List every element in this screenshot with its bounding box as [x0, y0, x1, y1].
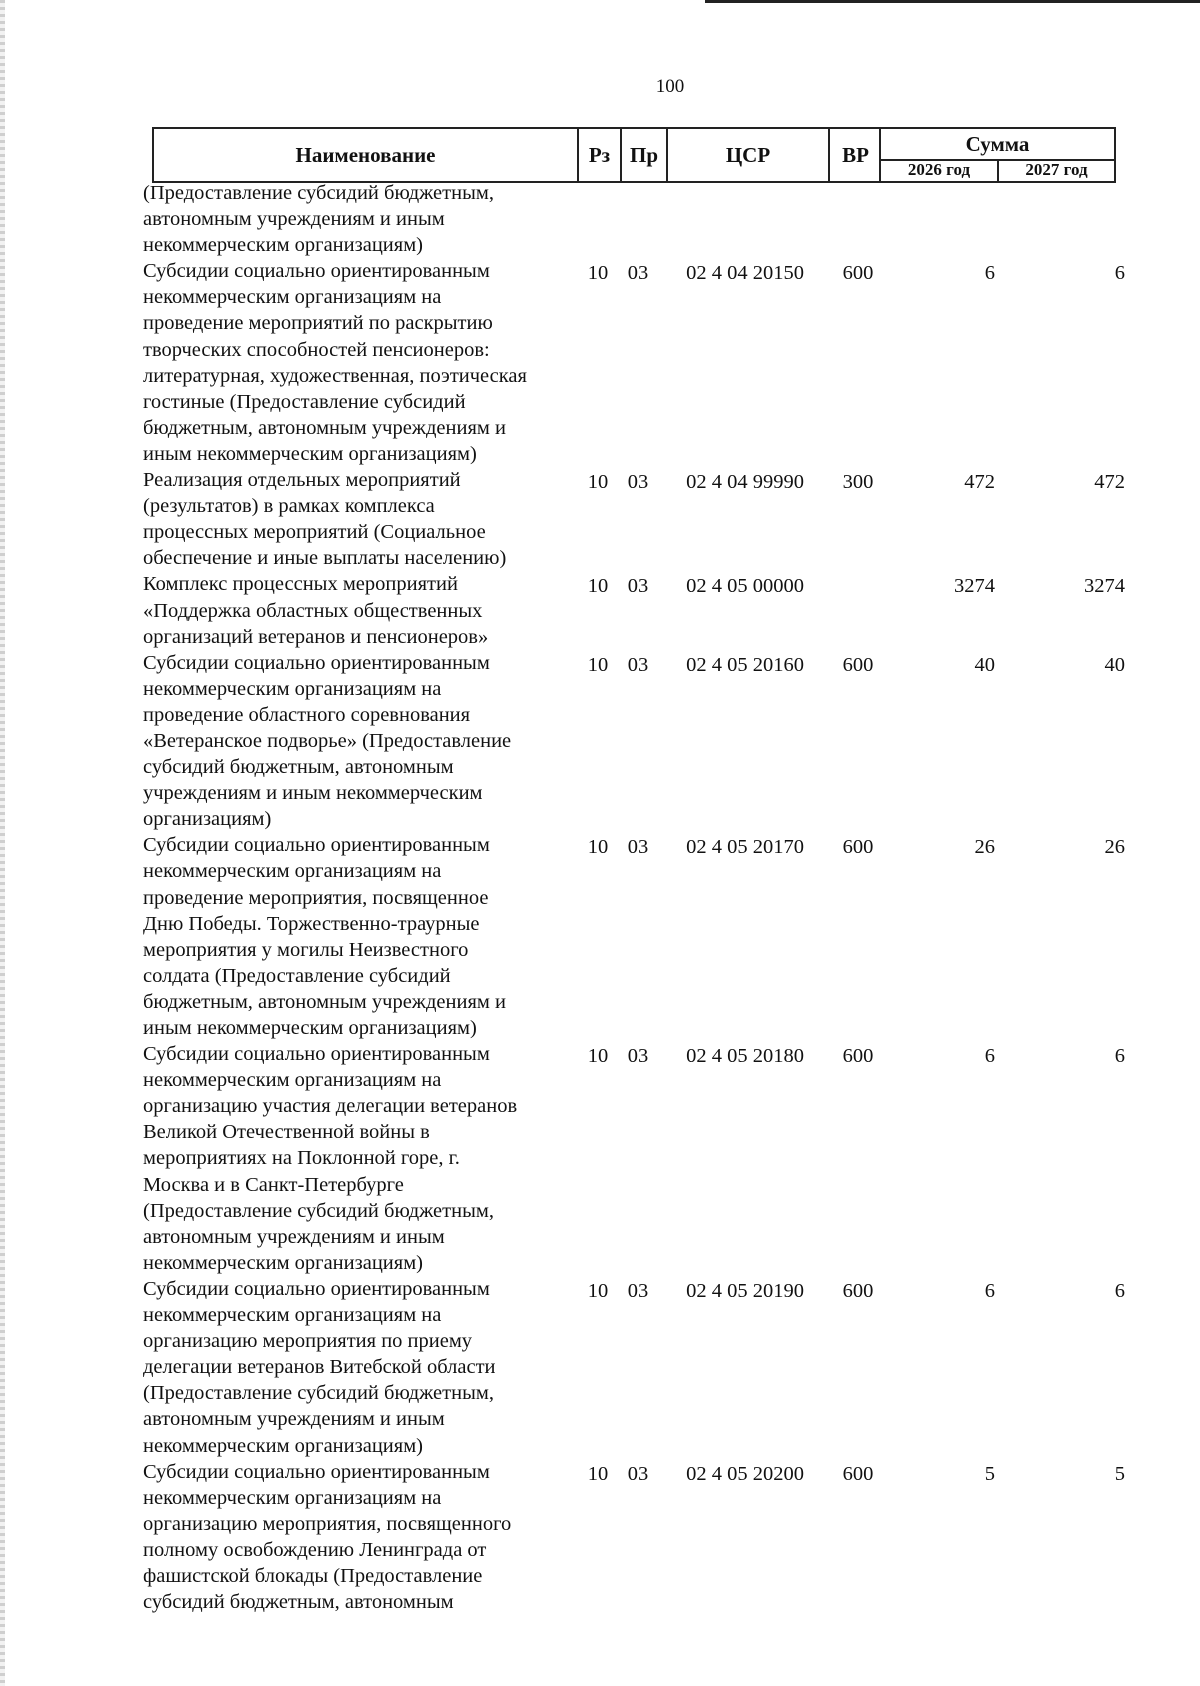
row-pr: 03 — [627, 1462, 649, 1485]
row-sum-2026: 3274 — [954, 575, 995, 598]
row-sum-2027: 6 — [1114, 1279, 1125, 1302]
header-summa: Сумма — [881, 129, 1114, 161]
row-csr: 02 4 04 20150 — [686, 262, 804, 285]
scan-top-border — [705, 0, 1200, 3]
row-name: Субсидии социально ориентированным некоммерческим организациям на организацию мероприятия по приему делегации ветеранов Витебской области (Предоставление субсидий бюджетным, автономным учреждениям и иным некоммерческим организациям) — [143, 1277, 496, 1457]
row-rz: 10 — [587, 836, 609, 859]
row-rz: 10 — [587, 471, 609, 494]
row-vr: 600 — [842, 653, 874, 676]
row-sum-2027: 6 — [1114, 262, 1125, 285]
row-name: (Предоставление субсидий бюджетным, автономным учреждениям и иным некоммерческим организациям) — [143, 182, 494, 257]
row-rz: 10 — [587, 262, 609, 285]
row-rz: 10 — [587, 575, 609, 598]
table-row — [143, 832, 1128, 1041]
row-sum-2027: 26 — [1104, 836, 1125, 859]
table-row — [143, 1276, 1128, 1459]
header-vr: ВР — [842, 142, 869, 167]
row-sum-2027: 40 — [1104, 653, 1125, 676]
row-csr: 02 4 05 00000 — [686, 575, 804, 598]
table-header — [152, 127, 1116, 183]
row-csr: 02 4 05 20170 — [686, 836, 804, 859]
header-pr: Пр — [629, 142, 658, 167]
header-2026: 2026 год — [907, 160, 971, 179]
row-sum-2026: 26 — [974, 836, 995, 859]
table-row — [143, 1041, 1128, 1276]
row-name: Субсидии социально ориентированным некоммерческим организациям на организацию мероприятия, посвященного полному освобождению Ленинграда от фашистской блокады (Предоставление субсидий бюджетным, автономным — [143, 1460, 512, 1614]
row-rz: 10 — [587, 653, 609, 676]
row-vr: 600 — [842, 1045, 874, 1068]
header-2027: 2027 год — [1025, 160, 1088, 179]
row-csr: 02 4 05 20180 — [686, 1045, 804, 1068]
table-row — [143, 571, 1128, 649]
row-sum-2026: 40 — [974, 653, 995, 676]
row-vr: 600 — [842, 836, 874, 859]
row-rz: 10 — [587, 1045, 609, 1068]
row-name: Комплекс процессных мероприятий «Поддержка областных общественных организаций ветеранов и пенсионеров» — [143, 573, 489, 648]
row-sum-2026: 5 — [984, 1462, 995, 1485]
row-vr: 600 — [842, 1279, 874, 1302]
row-vr: 600 — [842, 1462, 874, 1485]
row-csr: 02 4 05 20160 — [686, 653, 804, 676]
row-vr: 300 — [842, 471, 874, 494]
header-csr: ЦСР — [725, 142, 771, 167]
row-csr: 02 4 05 20190 — [686, 1279, 804, 1302]
row-name: Реализация отдельных мероприятий (результатов) в рамках комплекса процессных мероприятий (Социальное обеспечение и иные выплаты населению) — [143, 469, 507, 570]
table-row — [143, 258, 1128, 467]
row-pr: 03 — [627, 575, 649, 598]
table-row — [143, 180, 1128, 258]
scan-edge — [0, 0, 5, 1686]
row-sum-2027: 3274 — [1084, 575, 1125, 598]
row-sum-2026: 472 — [964, 471, 995, 494]
row-sum-2027: 472 — [1094, 471, 1125, 494]
header-rz: Рз — [588, 142, 611, 167]
row-pr: 03 — [627, 836, 649, 859]
row-sum-2027: 6 — [1114, 1045, 1125, 1068]
row-name: Субсидии социально ориентированным некоммерческим организациям на проведение мероприятия, посвященное Дню Победы. Торжественно-траурные мероприятия у могилы Неизвестного солдата (Предоставление субсидий бюджетным, автономным учреждениям и иным некоммерческим организациям) — [143, 834, 506, 1039]
row-vr: 600 — [842, 262, 874, 285]
page-number: 100 — [655, 76, 685, 97]
row-sum-2026: 6 — [984, 1279, 995, 1302]
row-rz: 10 — [587, 1462, 609, 1485]
row-csr: 02 4 04 99990 — [686, 471, 804, 494]
row-rz: 10 — [587, 1279, 609, 1302]
row-csr: 02 4 05 20200 — [686, 1462, 804, 1485]
row-sum-2026: 6 — [984, 262, 995, 285]
row-name: Субсидии социально ориентированным некоммерческим организациям на организацию участия делегации ветеранов Великой Отечественной войны в мероприятиях на Поклонной горе, г. Москва и в Санкт-Петербурге (Предоставление субсидий бюджетным, автономным учреждениям и иным некоммерческим организациям) — [143, 1043, 518, 1274]
row-pr: 03 — [627, 471, 649, 494]
table-row — [143, 650, 1128, 833]
row-sum-2026: 6 — [984, 1045, 995, 1068]
row-name: Субсидии социально ориентированным некоммерческим организациям на проведение областного соревнования «Ветеранское подворье» (Предоставление субсидий бюджетным, автономным учреждениям и иным некоммерческим организациям) — [143, 651, 512, 831]
table-row — [143, 467, 1128, 571]
header-name: Наименование — [295, 142, 436, 167]
row-pr: 03 — [627, 1279, 649, 1302]
row-name: Субсидии социально ориентированным некоммерческим организациям на проведение мероприятий по раскрытию творческих способностей пенсионеров: литературная, художественная, поэтическая гостиные (Предоставление субсидий бюджетным, автономным учреждениям и иным некоммерческим организациям) — [143, 260, 527, 465]
table-row — [143, 1459, 1128, 1616]
row-pr: 03 — [627, 1045, 649, 1068]
row-pr: 03 — [627, 653, 649, 676]
row-pr: 03 — [627, 262, 649, 285]
row-sum-2027: 5 — [1114, 1462, 1125, 1485]
table-body — [143, 180, 1128, 1615]
